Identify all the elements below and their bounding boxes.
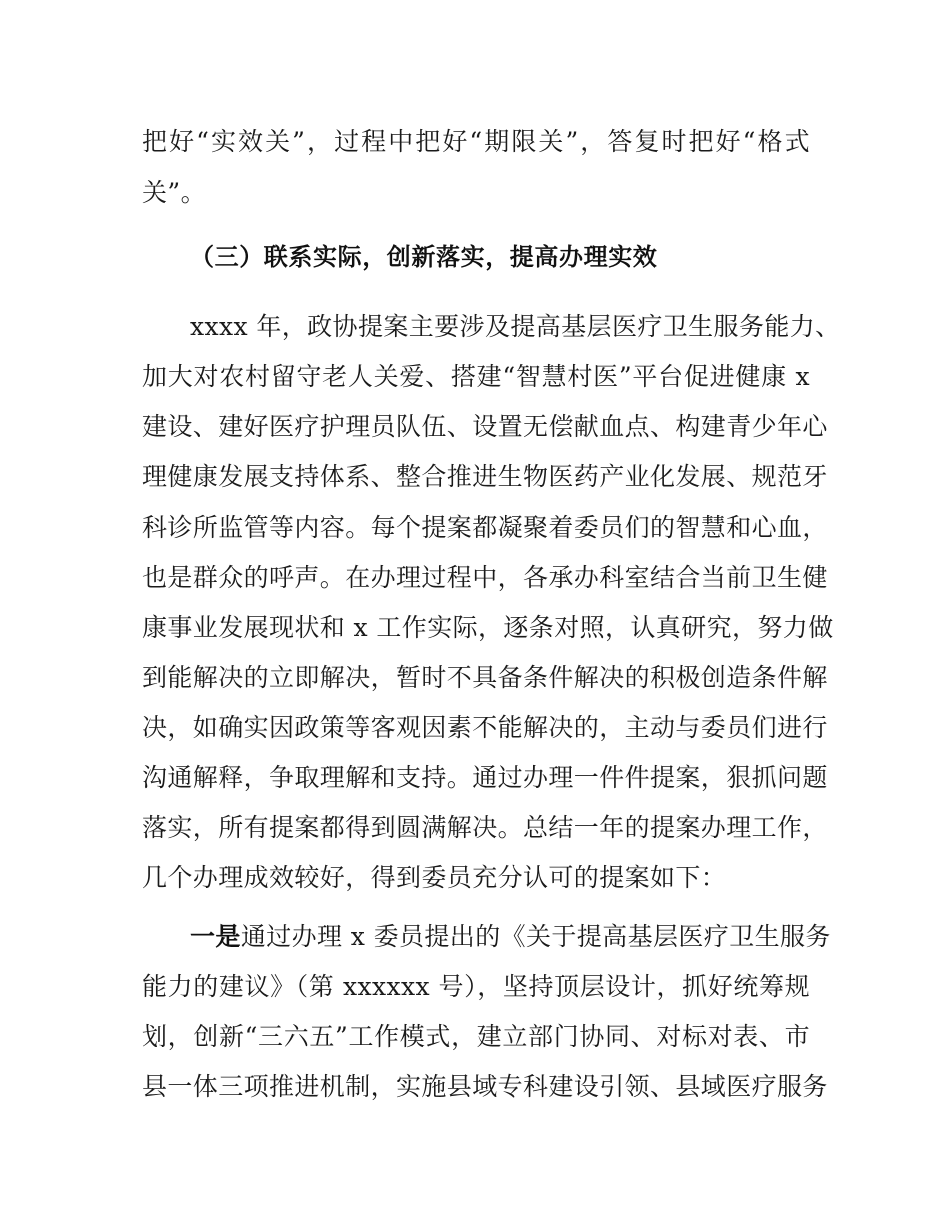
paragraph1-line-1: xxxx 年，政协提案主要涉及提高基层医疗卫生服务能力、 xyxy=(190,312,841,341)
paragraph1-line-5: 科诊所监管等内容。每个提案都凝聚着委员们的智慧和心血， xyxy=(142,513,828,542)
paragraph1-line-11: 落实，所有提案都得到圆满解决。总结一年的提案办理工作， xyxy=(142,813,828,842)
paragraph1-line-6: 也是群众的呼声。在办理过程中，各承办科室结合当前卫生健 xyxy=(142,563,828,592)
paragraph2-line-4: 县一体三项推进机制，实施县域专科建设引领、县域医疗服务 xyxy=(142,1072,828,1101)
intro-line-1: 把好“实效关”，过程中把好“期限关”，答复时把好“格式 xyxy=(142,127,810,156)
paragraph1-line-2: 加大对农村留守老人关爱、搭建“智慧村医”平台促进健康 x xyxy=(142,362,810,391)
intro-line-2: 关”。 xyxy=(142,178,206,207)
section-heading: （三）联系实际，创新落实，提高办理实效 xyxy=(190,243,658,271)
paragraph1-line-9: 决，如确实因政策等客观因素不能解决的，主动与委员们进行 xyxy=(142,713,828,742)
paragraph1-line-3: 建设、建好医疗护理员队伍、设置无偿献血点、构建青少年心 xyxy=(142,412,828,441)
paragraph2-line-2: 能力的建议》（第 xxxxxx 号），坚持顶层设计，抓好统筹规 xyxy=(142,972,810,1001)
paragraph2-line-3: 划，创新“三六五”工作模式，建立部门协同、对标对表、市 xyxy=(142,1022,810,1051)
paragraph1-line-10: 沟通解释，争取理解和支持。通过办理一件件提案，狠抓问题 xyxy=(142,763,828,792)
paragraph2-line-1 xyxy=(190,912,831,962)
paragraph1-line-8: 到能解决的立即解决，暂时不具备条件解决的积极创造条件解 xyxy=(142,663,828,692)
paragraph1-line-7: 康事业发展现状和 x 工作实际，逐条对照，认真研究，努力做 xyxy=(142,613,834,642)
paragraph1-line-12: 几个办理成效较好，得到委员充分认可的提案如下： xyxy=(142,863,727,892)
paragraph1-line-4: 理健康发展支持体系、整合推进生物医药产业化发展、规范牙 xyxy=(142,462,828,491)
paragraph2-line-1-text: 通过办理 x 委员提出的《关于提高基层医疗卫生服务 xyxy=(240,922,831,951)
paragraph2-lead: 一是 xyxy=(190,922,241,951)
